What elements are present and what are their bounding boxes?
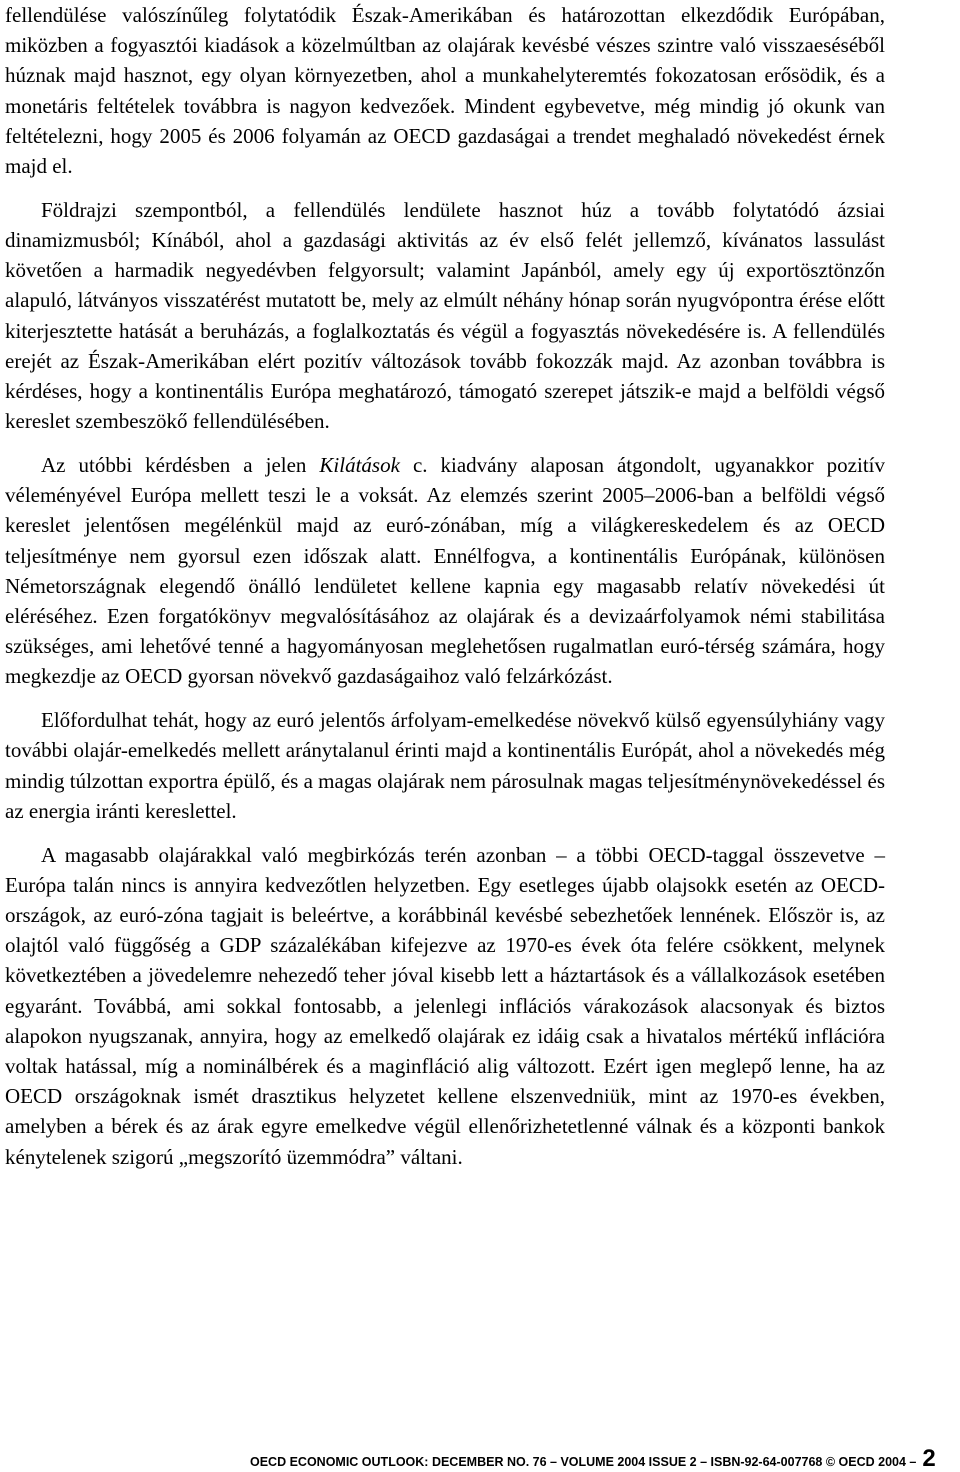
paragraph-1-text: fellendülése valószínűleg folytatódik Észak-Amerikában és határozottan elkezdődik Európában, miközben a fogyasztói kiadások a közelmúltban az olajárak kevésbé vészes szintre való visszaeséséből húznak majd hasznot, egy olyan környezetben, ahol a munkahelyteremtés fokozatosan erősödik, és a monetáris feltételek továbbra is nagyon kedvezőek. Mindent egybevetve, még mindig jó okunk van feltételezni, hogy 2005 és 2006 folyamán az OECD gazdaságai a trendet meghaladó növekedést érnek majd el. [5,3,885,179]
paragraph-2-text: Földrajzi szempontból, a fellendülés lendülete hasznot húz a tovább folytatódó ázsiai dinamizmusból; Kínából, ahol a gazdasági aktivitás az év első felét jellemző, kívánatos lassulást követően a harmadik negyedévben felgyorsult; valamint Japánból, amely egy új exportösztönzőn alapuló, látványos visszatérést mutatott be, mely az elmúlt néhány hónap során nyugvópontra érése előtt kiterjesztette hatását a beruházás, a foglalkoztatás és végül a fogyasztás növekedésére is. A fellendülés erejét az Észak-Amerikában elért pozitív változások tovább fokozzák majd. Az azonban továbbra is kérdéses, hogy a kontinentális Európa meghatározó, támogató szerepet játszik-e majd a belföldi végső kereslet szembeszökő fellendülésében. [5,197,885,434]
paragraph-3-text-start: Az utóbbi kérdésben a jelen [41,453,320,478]
paragraph-2 [5,195,885,437]
document-body [5,0,885,1185]
paragraph-5 [5,840,885,1172]
paragraph-3 [5,450,885,692]
paragraph-1 [5,0,885,181]
page-number: 2 [922,1445,936,1472]
paragraph-4-text: Előfordulhat tehát, hogy az euró jelentős árfolyam-emelkedése növekvő külső egyensúlyhiány vagy további olajár-emelkedés mellett aránytalanul érinti majd a kontinentális Európát, ahol a növekedés még mindig túlzottan exportra épülő, és a magas olajárak nem párosulnak magas teljesítménynövekedéssel és az energia iránti kereslettel. [5,708,885,823]
paragraph-5-text: A magasabb olajárakkal való megbirkózás terén azonban – a többi OECD-taggal összevetve – Európa talán nincs is annyira kedvezőtlen helyzetben. Egy esetleges újabb olajsokk esetén az OECD-országok, az euró-zóna tagjait is beleértve, a korábbinál kevésbé sebezhetőek lennének. Először is, az olajtól való függőség a GDP százalékában kifejezve az 1970-es évek óta felére csökkent, melynek következtében a jövedelemre nehezedő teher jóval kisebb lett a háztartások és a vállalkozások esetében egyaránt. Továbbá, ami sokkal fontosabb, a jelenlegi inflációs várakozások alacsonyak és biztos alapokon nyugszanak, annyira, hogy az emelkedő olajárak ez idáig csak a hivatalos mértékű inflációra voltak hatással, míg a nominálbérek és a maginfláció alig változott. Ezért igen meglepő lenne, ha az OECD országoknak ismét drasztikus helyzetet kellene elszenvedniük, mint az 1970-es években, amelyben a bérek és az árak egyre emelkedve végül ellenőrizhetetlenné válnak és a központi bankok kénytelenek szigorú „megszorító üzemmódra” váltani. [5,842,885,1169]
paragraph-4 [5,705,885,826]
publication-title-italic: Kilátások [319,453,400,478]
paragraph-3-text-end: c. kiadvány alaposan átgondolt, ugyanakkor pozitív véleményével Európa mellett teszi le a voksát. Az elemzés szerint 2005–2006-ban a belföldi végső kereslet jelentősen megélénkül majd az euró-zónában, míg a világkereskedelem és az OECD teljesítménye nem gyorsul ezen időszak alatt. Ennélfogva, a kontinentális Európának, különösen Németországnak elegendő önálló lendületet kellene kapnia egy magasabb relatív növekedési út eléréséhez. Ezen forgatókönyv megvalósításához az olajárak és a devizaárfolyamok némi stabilitása szükséges, ami lehetővé tenné a hagyományosan meglehetősen rugalmatlan euró-térség számára, hogy megkezdje az OECD gyorsan növekvő gazdaságaihoz való felzárkózást. [5,453,885,689]
footer-citation: OECD ECONOMIC OUTLOOK: DECEMBER NO. 76 – VOLUME 2004 ISSUE 2 – ISBN-92-64-007768 © OECD 2004 – [250,1455,917,1469]
